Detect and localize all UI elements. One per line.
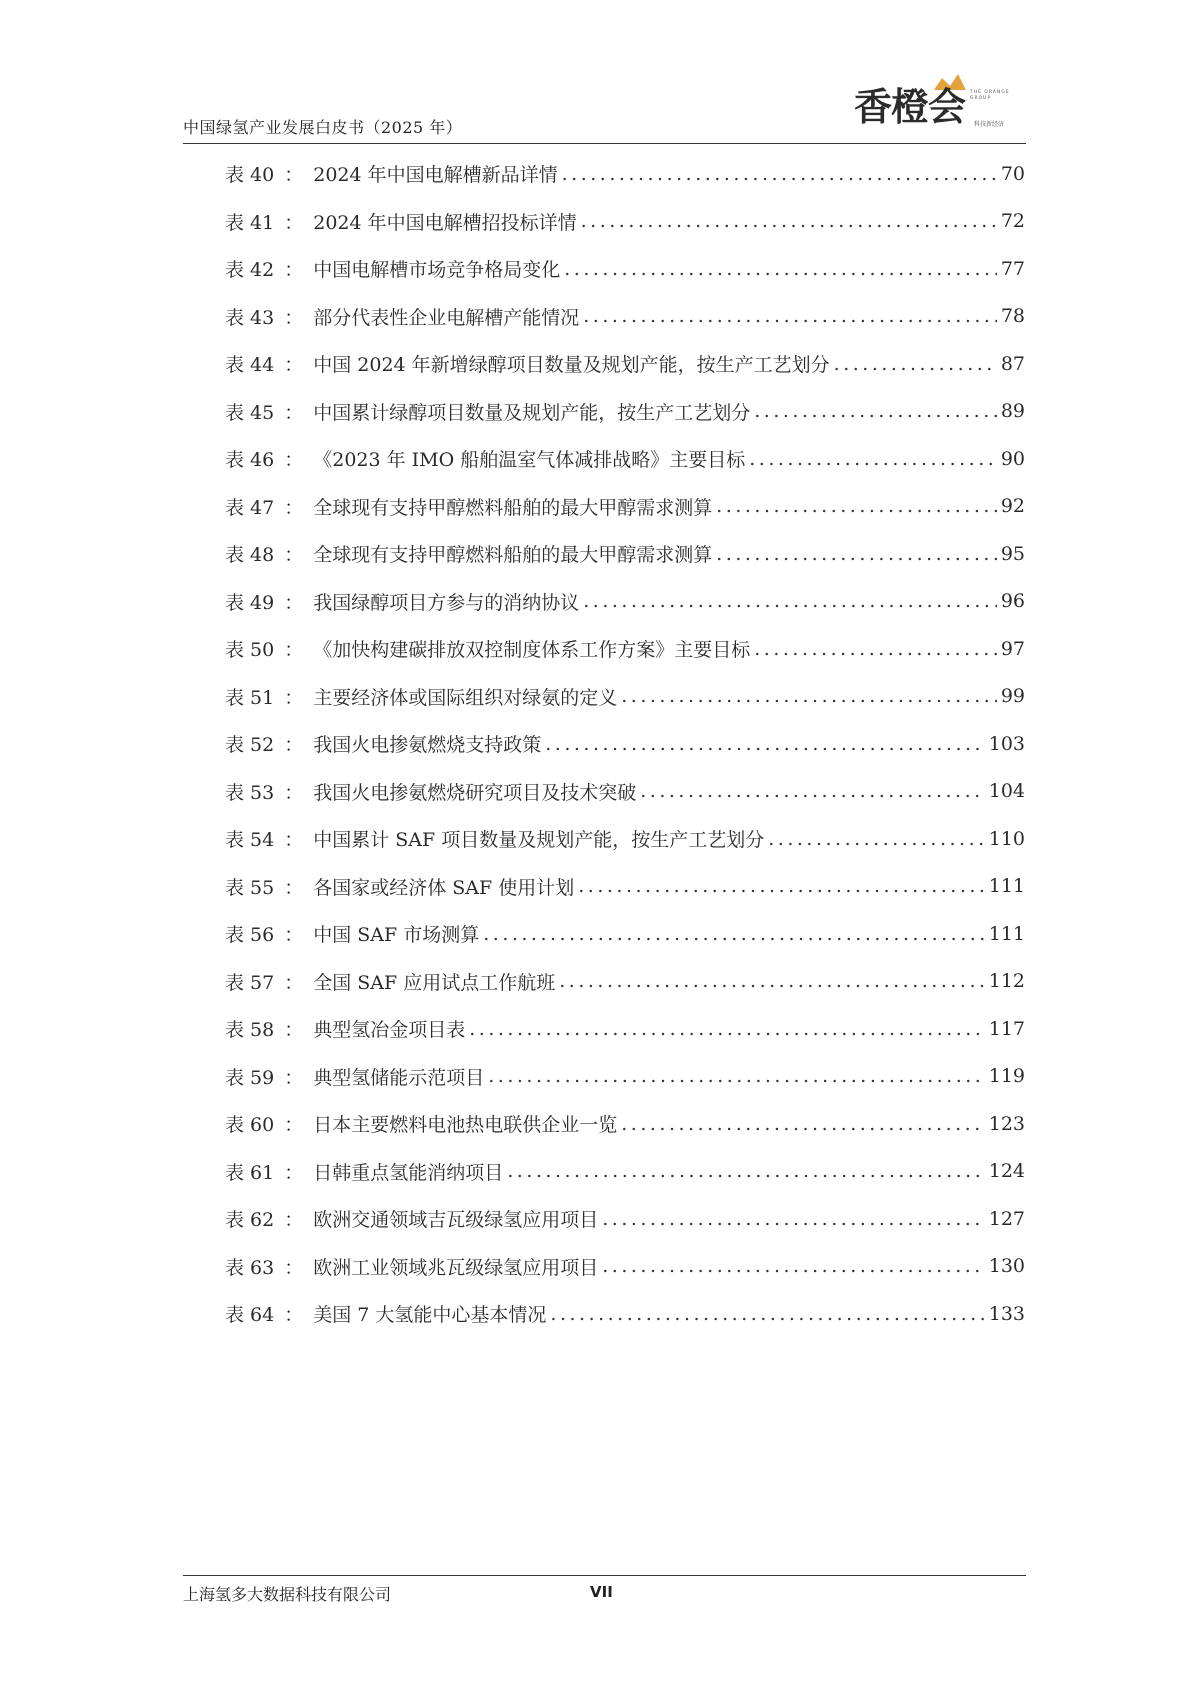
toc-entry-separator: ： [284,164,304,187]
toc-entry[interactable] [225,578,1025,626]
toc-entry-label: 表 63 [225,1256,275,1279]
toc-entry-page: 90 [1000,447,1025,470]
toc-entry-title: 中国 SAF 市场测算 [313,924,480,947]
toc-entry[interactable] [225,1053,1025,1101]
toc-entry-label: 表 49 [225,591,275,614]
toc-entry[interactable] [225,720,1025,768]
toc-entry-title: 2024 年中国电解槽新品详情 [313,164,558,187]
toc-entry-leader [488,1065,984,1087]
toc-entry[interactable] [225,958,1025,1006]
toc-entry-leader [749,448,997,470]
toc-entry-page: 104 [988,780,1025,803]
toc-entry-label: 表 52 [225,734,275,757]
footer-company: 上海氢多大数据科技有限公司 [183,1585,392,1604]
toc-entry-label: 表 56 [225,924,275,947]
toc-entry-page: 99 [1000,685,1025,708]
toc-entry-leader [483,923,985,945]
toc-entry-label: 表 48 [225,544,275,567]
toc-entry[interactable] [225,673,1025,721]
toc-entry-separator: ： [284,401,304,424]
toc-entry-separator: ： [284,781,304,804]
toc-entry[interactable] [225,388,1025,436]
toc-entry-page: 95 [1000,542,1025,565]
toc-entry-label: 表 60 [225,1114,275,1137]
toc-entry-label: 表 40 [225,164,275,187]
toc-entry-title: 2024 年中国电解槽招投标详情 [313,211,577,234]
toc-entry[interactable] [225,198,1025,246]
toc-entry-leader [507,1160,984,1182]
toc-entry-separator: ： [284,971,304,994]
toc-entry-leader [550,1303,984,1325]
toc-entry-label: 表 53 [225,781,275,804]
toc-entry[interactable] [225,1148,1025,1196]
toc-entry-page: 96 [1000,590,1025,613]
toc-entry-label: 表 55 [225,876,275,899]
toc-entry-label: 表 45 [225,401,275,424]
toc-entry-leader [621,685,997,707]
toc-entry-separator: ： [284,1066,304,1089]
toc-entry-title: 主要经济体或国际组织对绿氨的定义 [313,686,618,709]
footer-divider [183,1575,1026,1576]
toc-entry-separator: ： [284,259,304,282]
toc-entry-page: 133 [988,1302,1025,1325]
toc-entry-label: 表 64 [225,1304,275,1327]
toc-entry-leader [562,163,997,185]
toc-entry[interactable] [225,245,1025,293]
toc-entry-leader [754,638,997,660]
toc-entry[interactable] [225,150,1025,198]
logo-wordmark: 香橙会 [854,85,966,129]
toc-entry-label: 表 57 [225,971,275,994]
toc-entry-title: 各国家或经济体 SAF 使用计划 [313,876,575,899]
toc-entry-page: 78 [1000,305,1025,328]
toc-entry-page: 112 [988,970,1025,993]
toc-entry-title: 我国绿醇项目方参与的消纳协议 [313,591,580,614]
toc-entry-separator: ： [284,829,304,852]
toc-entry-page: 70 [1000,162,1025,185]
logo-subtitle: 科技新经济 [974,121,1005,128]
toc-entry-leader [583,590,997,612]
toc-entry[interactable] [225,293,1025,341]
toc-entry-separator: ： [284,734,304,757]
toc-entry-leader [621,1113,984,1135]
toc-entry[interactable] [225,863,1025,911]
toc-entry-label: 表 62 [225,1209,275,1232]
toc-entry-page: 117 [988,1017,1025,1040]
toc-entry-page: 87 [1000,352,1025,375]
toc-entry-label: 表 51 [225,686,275,709]
toc-entry-leader [581,210,997,232]
page-header [183,78,1026,144]
toc-entry-page: 72 [1000,210,1025,233]
toc-entry[interactable] [225,1290,1025,1338]
toc-entry-separator: ： [284,544,304,567]
toc-entry-title: 全国 SAF 应用试点工作航班 [313,971,556,994]
toc-entry-page: 111 [988,875,1025,898]
toc-entry-page: 103 [988,732,1025,755]
toc-entry-separator: ： [284,686,304,709]
toc-entry-leader [834,353,997,375]
toc-entry-separator: ： [284,876,304,899]
toc-entry-title: 《加快构建碳排放双控制度体系工作方案》主要目标 [313,639,751,662]
toc-entry[interactable] [225,530,1025,578]
toc-entry-title: 日韩重点氢能消纳项目 [313,1161,504,1184]
toc-entry-leader [768,828,984,850]
toc-entry-title: 中国 2024 年新增绿醇项目数量及规划产能，按生产工艺划分 [313,354,830,377]
toc-entry-page: 97 [1000,637,1025,660]
toc-entry-title: 中国电解槽市场竞争格局变化 [313,259,561,282]
toc-entry-separator: ： [284,1114,304,1137]
toc-entry[interactable] [225,815,1025,863]
toc-entry[interactable] [225,483,1025,531]
page-number: VII [590,1583,613,1601]
toc-entry-separator: ： [284,1256,304,1279]
toc-entry-title: 中国累计 SAF 项目数量及规划产能，按生产工艺划分 [313,829,765,852]
toc-entry[interactable] [225,435,1025,483]
toc-entry-leader [602,1208,984,1230]
toc-entry[interactable] [225,1243,1025,1291]
toc-entry-title: 我国火电掺氨燃烧支持政策 [313,734,542,757]
toc-entry[interactable] [225,1195,1025,1243]
logo-english: THE ORANGE GROUP [970,90,1010,101]
toc-entry-separator: ： [284,211,304,234]
toc-entry-leader [564,258,997,280]
toc-entry-leader [583,305,997,327]
toc-entry-separator: ： [284,306,304,329]
toc-entry-separator: ： [284,354,304,377]
toc-entry-leader [716,543,997,565]
toc-entry-page: 124 [988,1160,1025,1183]
toc-entry-page: 92 [1000,495,1025,518]
toc-entry-page: 110 [988,827,1025,850]
toc-entry-page: 111 [988,922,1025,945]
toc-entry-label: 表 43 [225,306,275,329]
toc-entry[interactable] [225,340,1025,388]
toc-entry[interactable] [225,1100,1025,1148]
toc-entry-leader [469,1018,984,1040]
toc-entry-title: 典型氢冶金项目表 [313,1019,466,1042]
toc-entry-label: 表 44 [225,354,275,377]
toc-entry[interactable] [225,768,1025,816]
toc-entry-page: 127 [988,1207,1025,1230]
toc-entry-label: 表 61 [225,1161,275,1184]
toc-entry-separator: ： [284,924,304,947]
toc-entry-separator: ： [284,1209,304,1232]
toc-entry-title: 欧洲交通领域吉瓦级绿氢应用项目 [313,1209,599,1232]
toc-entry-label: 表 46 [225,449,275,472]
toc-entry-page: 130 [988,1255,1025,1278]
toc-entry-leader [559,970,984,992]
toc-entry-title: 中国累计绿醇项目数量及规划产能，按生产工艺划分 [313,401,751,424]
toc-entry-title: 《2023 年 IMO 船舶温室气体减排战略》主要目标 [313,449,746,472]
logo [854,78,1018,134]
toc-entry-title: 欧洲工业领域兆瓦级绿氢应用项目 [313,1256,599,1279]
toc-entry-title: 日本主要燃料电池热电联供企业一览 [313,1114,618,1137]
toc-entry-separator: ： [284,1019,304,1042]
toc-entry-page: 123 [988,1112,1025,1135]
toc-entry-label: 表 50 [225,639,275,662]
toc-entry[interactable] [225,625,1025,673]
toc-entry-label: 表 54 [225,829,275,852]
toc-entry-leader [602,1255,984,1277]
header-divider [183,143,1026,144]
table-of-contents [225,150,1025,1338]
toc-entry-title: 典型氢储能示范项目 [313,1066,485,1089]
toc-entry-separator: ： [284,591,304,614]
toc-entry[interactable] [225,1005,1025,1053]
toc-entry-title: 我国火电掺氨燃烧研究项目及技术突破 [313,781,637,804]
toc-entry-separator: ： [284,449,304,472]
toc-entry-label: 表 59 [225,1066,275,1089]
toc-entry-separator: ： [284,1161,304,1184]
toc-entry[interactable] [225,910,1025,958]
toc-entry-leader [640,780,984,802]
toc-entry-title: 美国 7 大氢能中心基本情况 [313,1304,547,1327]
toc-entry-label: 表 47 [225,496,275,519]
toc-entry-leader [578,875,984,897]
toc-entry-label: 表 41 [225,211,275,234]
toc-entry-page: 89 [1000,400,1025,423]
toc-entry-leader [716,495,997,517]
toc-entry-title: 全球现有支持甲醇燃料船舶的最大甲醇需求测算 [313,496,713,519]
toc-entry-label: 表 42 [225,259,275,282]
toc-entry-leader [754,400,997,422]
toc-entry-title: 全球现有支持甲醇燃料船舶的最大甲醇需求测算 [313,544,713,567]
toc-entry-page: 77 [1000,257,1025,280]
toc-entry-page: 119 [988,1065,1025,1088]
toc-entry-separator: ： [284,1304,304,1327]
toc-entry-label: 表 58 [225,1019,275,1042]
toc-entry-separator: ： [284,639,304,662]
toc-entry-separator: ： [284,496,304,519]
toc-entry-leader [545,733,984,755]
document-title: 中国绿氢产业发展白皮书（2025 年） [183,118,463,137]
toc-entry-title: 部分代表性企业电解槽产能情况 [313,306,580,329]
